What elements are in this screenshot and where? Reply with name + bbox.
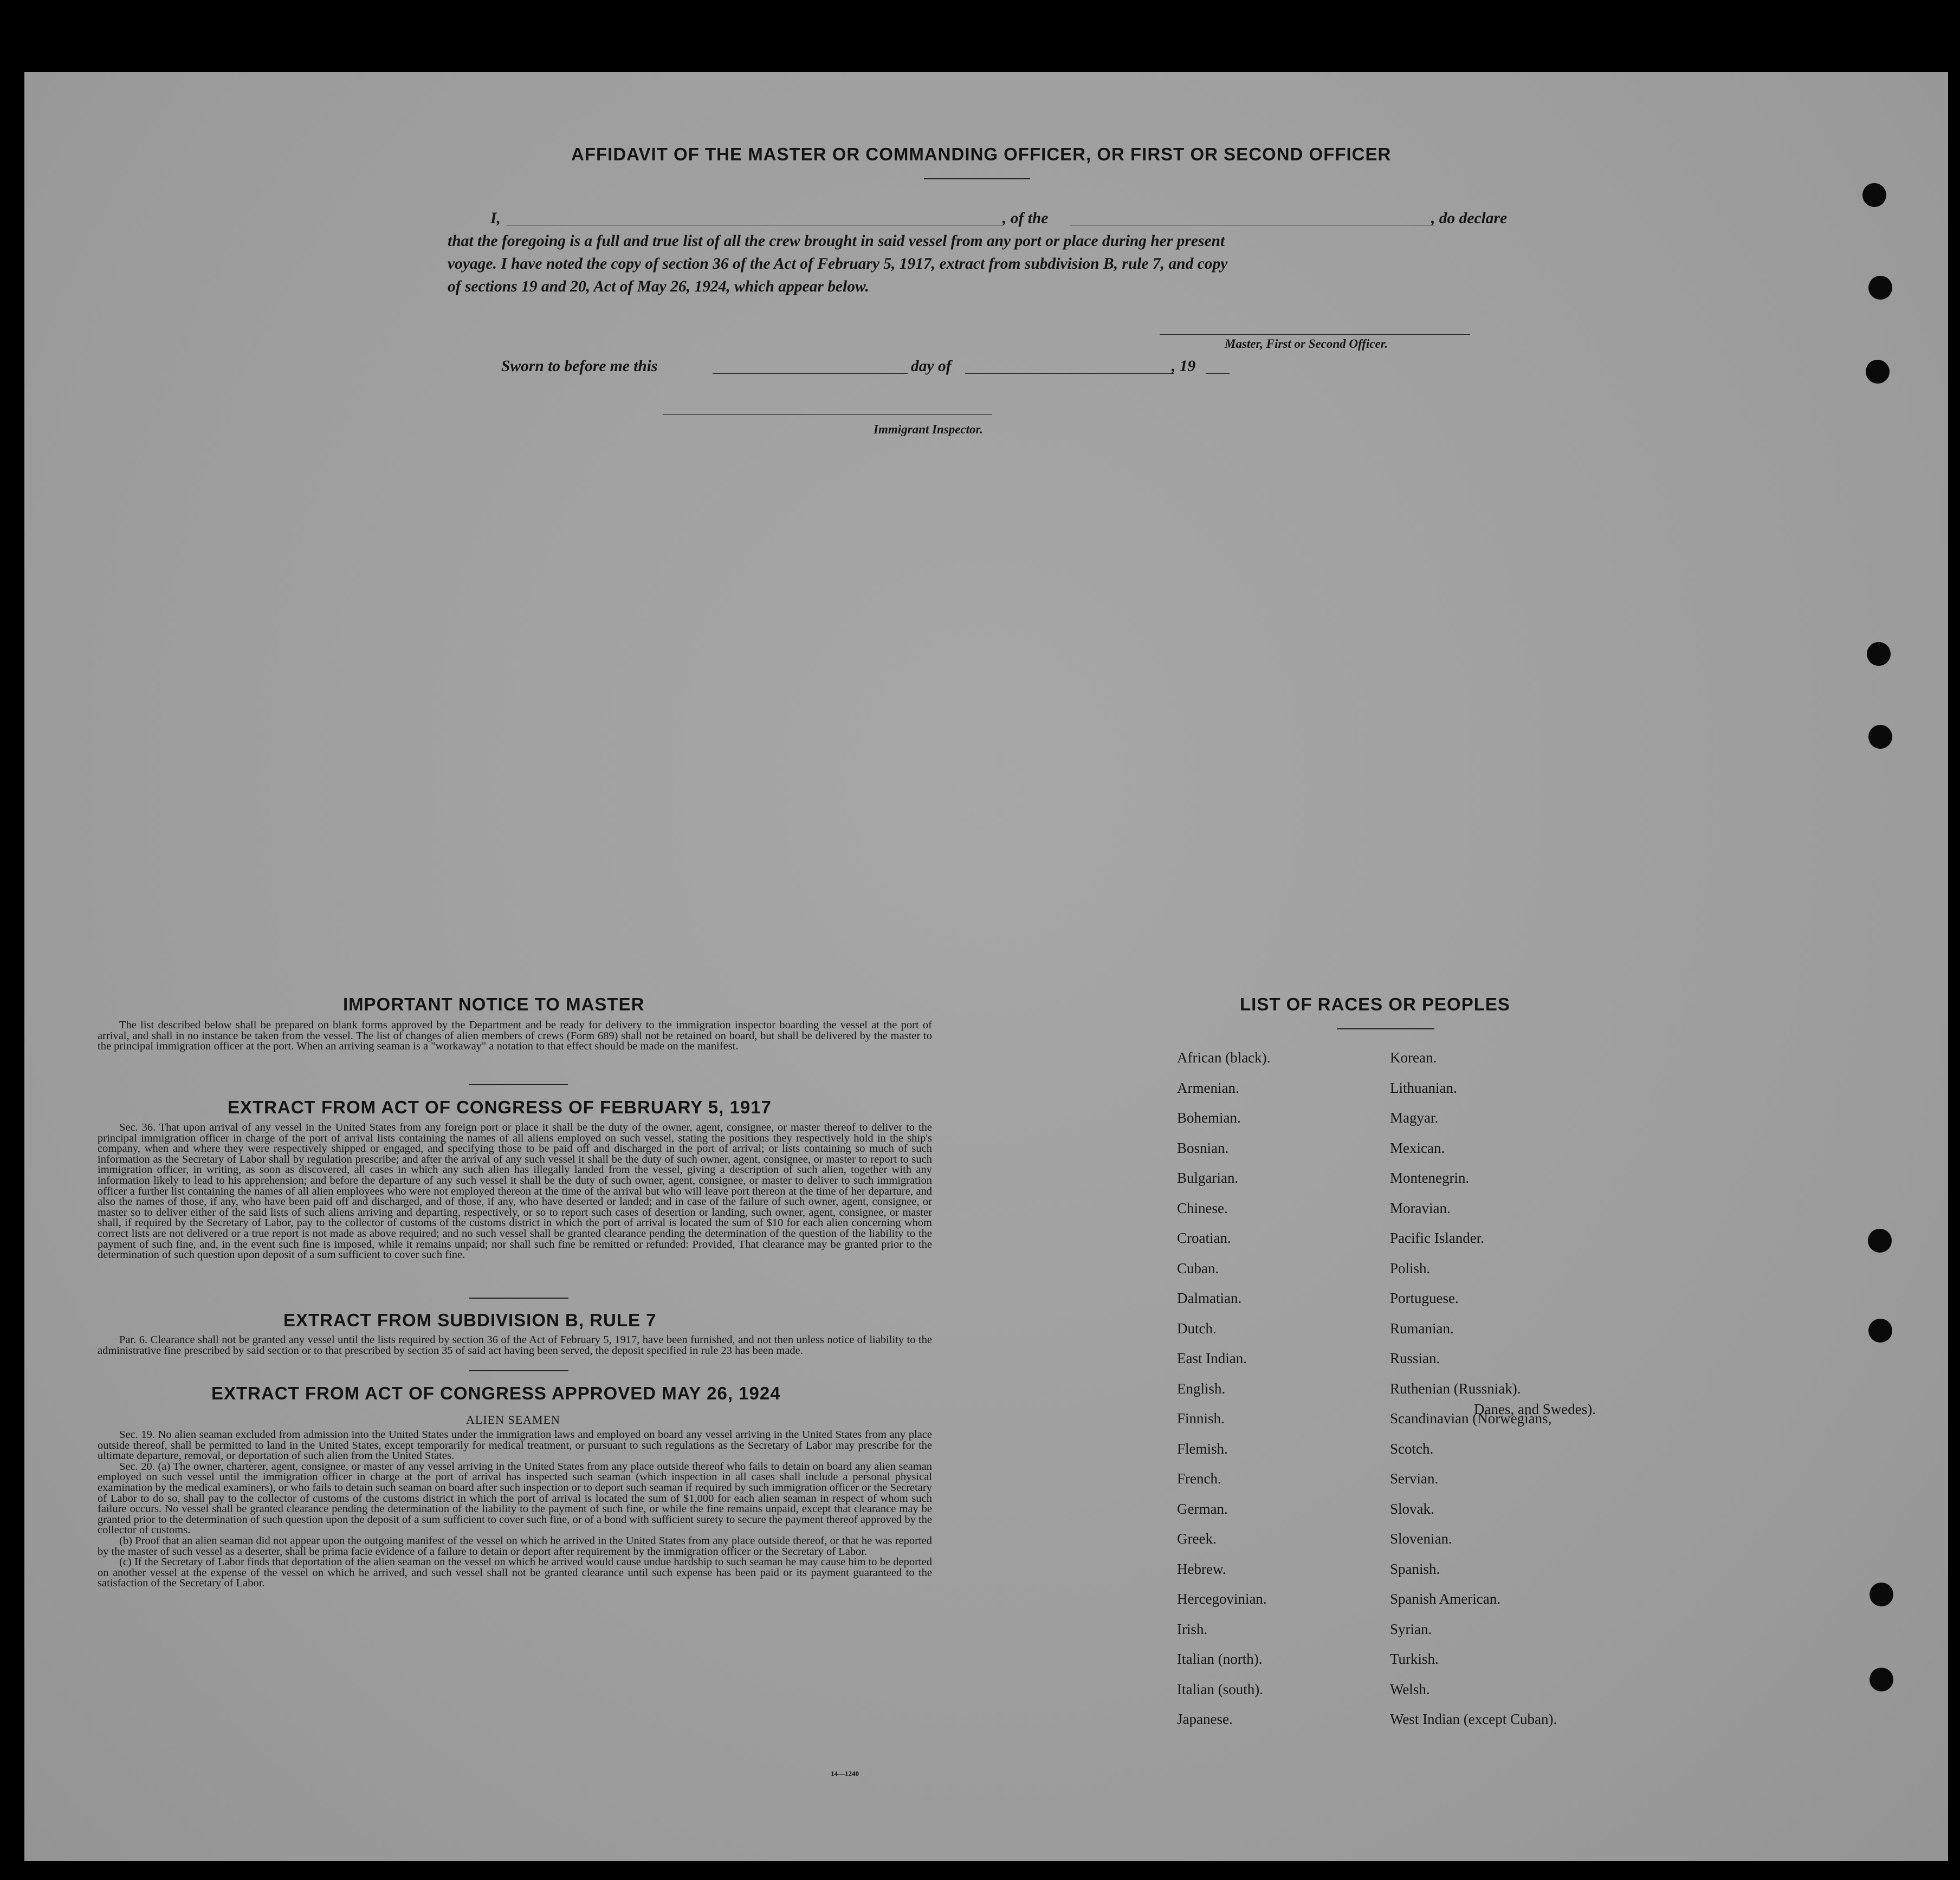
race-item: Japanese. xyxy=(1177,1711,1233,1727)
declaration-line-4: of sections 19 and 20, Act of May 26, 1924, which appear below. xyxy=(448,278,869,295)
race-item: Slovak. xyxy=(1390,1500,1434,1517)
binder-hole xyxy=(1868,276,1892,300)
race-item: East Indian. xyxy=(1177,1350,1247,1366)
signature-label: Master, First or Second Officer. xyxy=(1225,337,1388,351)
race-item: Moravian. xyxy=(1390,1200,1451,1216)
sworn-prefix: Sworn to before me this xyxy=(501,358,658,375)
section-20a-paragraph: Sec. 20. (a) The owner, charterer, agent, consignee, or master of any vessel arriving in the United States from any place outside thereof who fails to detain on board any alien seaman employed on such vessel until the immigration officer in charge at the port of arrival has inspected such seaman (which inspection in all cases shall include a personal physical examination by the medical examiners), or who fails to detain such seaman on board after such inspection or to deport such seaman if required by such immigration officer or the Secretary of Labor to do so, shall pay to the collector of customs of the customs district in which the port of arrival is located the sum of $1,000 for each alien seaman in respect of whom such failure occurs. No vessel shall be granted clearance pending the determination of the liability to the payment of such fine, or while the fine remains unpaid, except that clearance may be granted prior to the determination of such question upon the deposit of a sum sufficient to cover such fine, or of a bond with sufficient surety to secure the payment thereof approved by the collector of customs. xyxy=(98,1460,932,1537)
sworn-year-blank xyxy=(1206,373,1230,374)
notice-divider xyxy=(469,1084,568,1085)
alien-seamen-subtitle: ALIEN SEAMEN xyxy=(466,1413,560,1427)
title-underline xyxy=(924,178,1030,179)
race-item: Italian (south). xyxy=(1177,1681,1263,1697)
races-left-column xyxy=(1177,1043,1270,1735)
affidavit-title: AFFIDAVIT OF THE MASTER OR COMMANDING OFFICER, OR FIRST OR SECOND OFFICER xyxy=(571,144,1392,164)
race-item: Spanish American. xyxy=(1390,1591,1500,1607)
extract-rule7-divider xyxy=(469,1370,568,1371)
binder-hole xyxy=(1868,1229,1892,1253)
form-number: 14—1240 xyxy=(831,1769,859,1778)
signature-line xyxy=(1160,334,1470,335)
section-20c-paragraph: (c) If the Secretary of Labor finds that deportation of the alien seaman on the vessel on which he arrived would cause undue hardship to such seaman he may cause him to be deported on another vessel at the expense of the vessel on which he arrived, and such vessel shall not be granted clearance until such expense has been paid or its payment guaranteed to the satisfaction of the Secretary of Labor. xyxy=(98,1556,932,1590)
extract-rule7-text xyxy=(98,1335,932,1356)
binder-hole xyxy=(1870,1583,1893,1606)
race-item: French. xyxy=(1177,1470,1221,1487)
race-item: Spanish. xyxy=(1390,1560,1440,1577)
binder-hole xyxy=(1866,360,1890,384)
race-item: Syrian. xyxy=(1390,1620,1432,1637)
race-item: Lithuanian. xyxy=(1390,1079,1457,1096)
rule7-paragraph: Par. 6. Clearance shall not be granted any vessel until the lists required by section 36 of the Act of February 5, 1917, have been furnished, and not then unless notice of liability to the administrative fine prescribed by said section or to that prescribed by section 35 of said act having been served, the deposit specified in rule 23 has been made. xyxy=(98,1334,932,1357)
section-36-paragraph: Sec. 36. That upon arrival of any vessel in the United States from any foreign port or place it shall be the duty of the owner, agent, consignee, or master thereof to deliver to the principal immigration officer in charge of the port of arrival lists containing the names of all aliens employed on such vessel, stating the positions they respectively hold in the ship's company, when and where they were respectively shipped or engaged, and specifying those to be paid off and discharged in the port of arrival; or lists containing so much of such information as the Secretary of Labor shall by regulation prescribe; and after the arrival of any such vessel it shall be the duty of such owner, agent, consignee, or master to report to such immigration officer, in writing, as soon as discovered, all cases in which any such alien has illegally landed from the vessel, giving a description of such alien, together with any information likely to lead to his apprehension; and before the departure of any such vessel it shall be the duty of such owner, agent, consignee, or master to deliver to such immigration officer a further list containing the names of all alien employees who were not employed thereon at the time of the arrival but who will leave port thereon at the time of her departure, and also the names of those, if any, who have been paid off and discharged, and of those, if any, who have deserted or landed; and in case of the failure of such owner, agent, consignee, or master so to deliver either of the said lists of such aliens arriving and departing, respectively, or so to report such cases of desertion or landing, such owner, agent, consignee, or master shall, if required by the Secretary of Labor, pay to the collector of customs of the customs district in which the port of arrival is located the sum of $10 for each alien concerning whom correct lists are not delivered or a true report is not made as above required; and no such vessel shall be granted clearance pending the determination of the question of the liability to the payment of such fine, and, in the event such fine is imposed, while it remains unpaid; nor shall such fine be remitted or refunded: Provided, That clearance may be granted prior to the determination of such question upon deposit of a sum sufficient to cover such fine. xyxy=(98,1121,932,1261)
inspector-signature-line xyxy=(663,414,992,415)
extract-rule7-title: EXTRACT FROM SUBDIVISION B, RULE 7 xyxy=(283,1310,657,1330)
race-item: Polish. xyxy=(1390,1260,1431,1276)
race-item: Korean. xyxy=(1390,1049,1437,1066)
race-item: Welsh. xyxy=(1390,1681,1430,1697)
race-item: Servian. xyxy=(1390,1470,1439,1487)
inspector-label: Immigrant Inspector. xyxy=(874,423,983,436)
race-item: Slovenian. xyxy=(1390,1531,1452,1547)
race-item: Bosnian. xyxy=(1177,1139,1229,1156)
race-item: Dalmatian. xyxy=(1177,1290,1242,1306)
notice-paragraph: The list described below shall be prepared on blank forms approved by the Department and be ready for delivery to the immigration inspector boarding the vessel at the port of arrival, and shall in no instance be taken from the vessel. The list of changes of alien members of crews (Form 689) shall not be retained on board, but shall be delivered by the master to the principal immigration officer at the port. When an arriving seaman is a "workaway" a notation to that effect should be made on the manifest. xyxy=(98,1019,932,1053)
race-item: Hercegovinian. xyxy=(1177,1591,1267,1607)
race-item: Dutch. xyxy=(1177,1320,1217,1337)
extract-1917-text xyxy=(98,1123,932,1261)
race-item: Flemish. xyxy=(1177,1440,1228,1457)
race-continuation: Danes, and Swedes). xyxy=(1474,1401,1596,1417)
race-item: Finnish. xyxy=(1177,1410,1225,1427)
day-of-label: day of xyxy=(911,358,952,375)
race-item: Portuguese. xyxy=(1390,1290,1459,1306)
race-item: Scandinavian (Norwegians, xyxy=(1390,1410,1552,1427)
binder-hole xyxy=(1867,642,1891,666)
race-item: Bulgarian. xyxy=(1177,1170,1239,1186)
race-item: Pacific Islander. xyxy=(1390,1230,1484,1246)
declaration-line-1 xyxy=(490,210,501,228)
notice-text xyxy=(98,1020,932,1052)
affidavit-i-label: I, xyxy=(490,210,501,227)
binder-hole xyxy=(1868,1319,1892,1343)
races-title: LIST OF RACES OR PEOPLES xyxy=(1240,994,1510,1014)
binder-hole xyxy=(1862,183,1886,207)
declaration-line-2: that the foregoing is a full and true list of all the crew brought in said vessel from any port or place during her present xyxy=(448,232,1225,250)
do-declare-label: , do declare xyxy=(1431,210,1508,227)
race-item: Mexican. xyxy=(1390,1139,1445,1156)
extract-1924-text xyxy=(98,1430,932,1589)
document-page xyxy=(24,72,1948,1861)
of-the-label: , of the xyxy=(1002,210,1049,227)
race-item: Rumanian. xyxy=(1390,1320,1454,1337)
race-item: Montenegrin. xyxy=(1390,1170,1470,1186)
race-item: Irish. xyxy=(1177,1620,1208,1637)
section-20b-paragraph: (b) Proof that an alien seaman did not appear upon the outgoing manifest of the vessel on which he arrived in the United States from any place outside thereof, or that he was reported by the master of such vessel as a deserter, shall be prima facie evidence of a failure to detain or deport after requirement by the immigration officer or the Secretary of Labor. xyxy=(98,1534,932,1558)
race-item: English. xyxy=(1177,1380,1226,1397)
year-label: , 19 xyxy=(1172,358,1196,375)
races-title-underline xyxy=(1337,1028,1434,1029)
extract-1917-title: EXTRACT FROM ACT OF CONGRESS OF FEBRUARY 5, 1917 xyxy=(228,1097,772,1117)
race-item: Chinese. xyxy=(1177,1200,1228,1216)
race-item: Magyar. xyxy=(1390,1110,1439,1126)
race-item: Scotch. xyxy=(1390,1440,1434,1457)
notice-title: IMPORTANT NOTICE TO MASTER xyxy=(343,994,645,1014)
race-item: Armenian. xyxy=(1177,1079,1239,1096)
race-item: Croatian. xyxy=(1177,1230,1231,1246)
race-item: Hebrew. xyxy=(1177,1560,1226,1577)
race-item: Bohemian. xyxy=(1177,1110,1241,1126)
sworn-date-blank xyxy=(713,373,908,374)
race-item: German. xyxy=(1177,1500,1228,1517)
declaration-line-3: voyage. I have noted the copy of section 36 of the Act of February 5, 1917, extract from subdivision B, rule 7, and copy xyxy=(448,255,1228,273)
binder-hole xyxy=(1870,1668,1893,1691)
race-item: Italian (north). xyxy=(1177,1651,1263,1667)
races-right-column xyxy=(1390,1043,1557,1735)
section-19-paragraph: Sec. 19. No alien seaman excluded from admission into the United States under the immigration laws and employed on board any vessel arriving in the United States from any place outside thereof, shall be permitted to land in the United States, except temporarily for medical treatment, or pursuant to such regulations as the Secretary of Labor may prescribe for the ultimate departure, removal, or deportation of such alien from the United States. xyxy=(98,1429,932,1462)
extract-1917-divider xyxy=(469,1298,568,1299)
race-item: Ruthenian (Russniak). xyxy=(1390,1380,1521,1397)
race-item: West Indian (except Cuban). xyxy=(1390,1711,1557,1727)
race-item: Russian. xyxy=(1390,1350,1440,1366)
sworn-month-blank xyxy=(965,373,1174,374)
binder-hole xyxy=(1868,725,1892,749)
race-item: Turkish. xyxy=(1390,1651,1439,1667)
race-item: Cuban. xyxy=(1177,1260,1219,1276)
race-item: Greek. xyxy=(1177,1531,1217,1547)
race-item: African (black). xyxy=(1177,1049,1271,1066)
extract-1924-title: EXTRACT FROM ACT OF CONGRESS APPROVED MAY 26, 1924 xyxy=(211,1383,781,1403)
